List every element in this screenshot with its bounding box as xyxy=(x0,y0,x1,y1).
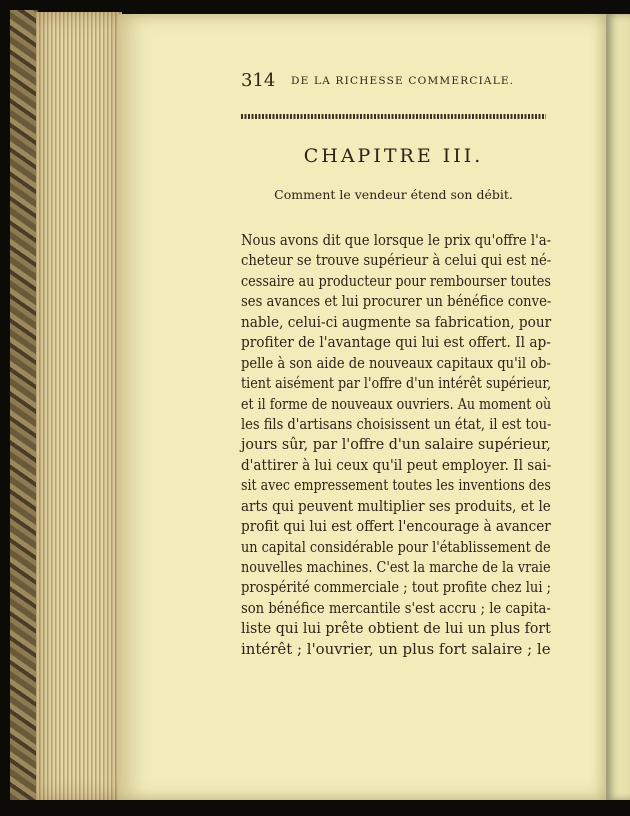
text-line: et il forme de nouveaux ouvriers. Au moment où xyxy=(241,394,552,413)
text-line: cessaire au producteur pour rembourser toutes xyxy=(241,271,551,290)
text-line: pelle à son aide de nouveaux capitaux qu'il ob- xyxy=(241,353,551,372)
text-line: nable, celui-ci augmente sa fabrication, pour xyxy=(241,312,552,331)
facing-page-edge xyxy=(606,14,630,800)
text-line: prospérité commerciale ; tout profite chez lui ; xyxy=(241,578,552,597)
text-line: profiter de l'avantage qui lui est offert. Il ap- xyxy=(241,333,551,352)
page-number: 314 xyxy=(241,70,276,91)
text-line: cheteur se trouve supérieur à celui qui est né- xyxy=(241,251,552,270)
text-line: un capital considérable pour l'établissement de xyxy=(241,537,551,556)
book-cover-marbled xyxy=(10,10,38,800)
text-line: son bénéfice mercantile s'est accru ; le capita- xyxy=(241,598,551,617)
ornamental-rule xyxy=(241,114,546,119)
body-text xyxy=(241,230,551,659)
text-line: sit avec empressement toutes les inventions des xyxy=(241,476,551,495)
text-line: profit qui lui est offert l'encourage à avancer xyxy=(241,517,551,536)
chapter-subtitle: Comment le vendeur étend son débit. xyxy=(274,187,513,202)
text-line: d'attirer à lui ceux qu'il peut employer. Il sai- xyxy=(241,455,552,474)
page-edges xyxy=(36,12,122,800)
text-line: nouvelles machines. C'est la marche de la vraie xyxy=(241,558,551,576)
text-line: arts qui peuvent multiplier ses produits, et le xyxy=(241,496,551,515)
chapter-title: CHAPITRE III. xyxy=(303,145,484,167)
text-line: Nous avons dit que lorsque le prix qu'offre l'a- xyxy=(241,231,552,249)
text-line: ses avances et lui procurer un bénéfice conve- xyxy=(241,292,552,311)
text-line: intérêt ; l'ouvrier, un plus fort salaire ; le xyxy=(241,639,551,658)
text-line: jours sûr, par l'offre d'un salaire supérieur, xyxy=(241,435,551,454)
text-line: tient aisément par l'offre d'un intérêt supérieur, xyxy=(241,374,552,393)
text-line: liste qui lui prête obtient de lui un plus fort xyxy=(241,619,551,638)
running-title: DE LA RICHESSE COMMERCIALE. xyxy=(291,75,515,87)
text-line: les fils d'artisans choisissent un état, il est tou- xyxy=(241,414,552,433)
running-header xyxy=(241,70,551,92)
